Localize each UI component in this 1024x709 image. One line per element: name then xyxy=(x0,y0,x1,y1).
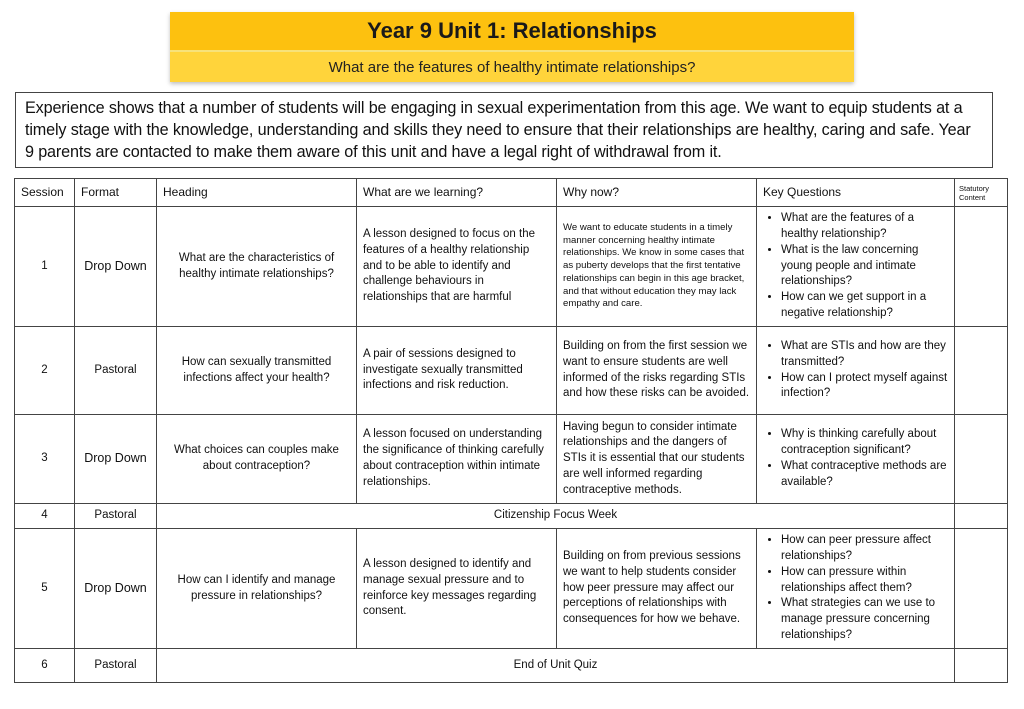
statutory-cell xyxy=(955,207,1008,327)
statutory-cell xyxy=(955,529,1008,649)
merged-cell: Citizenship Focus Week xyxy=(157,504,955,529)
session-number: 2 xyxy=(15,327,75,415)
learning-cell: A lesson designed to identify and manage sexual pressure and to reinforce key messages regarding consent. xyxy=(357,529,557,649)
session-number: 6 xyxy=(15,649,75,683)
format-cell: Drop Down xyxy=(75,529,157,649)
table-row xyxy=(15,504,1008,529)
format-cell: Pastoral xyxy=(75,649,157,683)
questions-cell xyxy=(757,327,955,415)
key-question: • How can peer pressure affect relationships? xyxy=(781,533,948,565)
header-format: Format xyxy=(75,179,157,207)
key-question: • What is the law concerning young people and intimate relationships? xyxy=(781,243,948,290)
key-question: • What are the features of a healthy relationship? xyxy=(781,211,948,243)
questions-cell xyxy=(757,207,955,327)
heading-cell: How can I identify and manage pressure in relationships? xyxy=(157,529,357,649)
key-question: • How can I protect myself against infection? xyxy=(781,371,948,403)
learning-cell: A lesson designed to focus on the features of a healthy relationship and to be able to identify and challenge behaviours in relationships that are harmful xyxy=(357,207,557,327)
header-questions: Key Questions xyxy=(757,179,955,207)
why-cell: Building on from previous sessions we want to help students consider how peer pressure may affect our perceptions of relationships with consequences for how we behave. xyxy=(557,529,757,649)
key-question: • What are STIs and how are they transmitted? xyxy=(781,339,948,371)
table-row xyxy=(15,415,1008,504)
table-row xyxy=(15,649,1008,683)
table-row xyxy=(15,327,1008,415)
key-question: • What strategies can we use to manage pressure concerning relationships? xyxy=(781,596,948,643)
why-cell: We want to educate students in a timely manner concerning healthy intimate relationships. We know in some cases that as puberty develops that the first tentative relationships can begin in this age bracket, and that without education they may lack empathy and care. xyxy=(557,207,757,327)
statutory-cell xyxy=(955,415,1008,504)
questions-cell xyxy=(757,415,955,504)
heading-cell: What choices can couples make about contraception? xyxy=(157,415,357,504)
key-question: • How can pressure within relationships affect them? xyxy=(781,565,948,597)
header-why: Why now? xyxy=(557,179,757,207)
table-header-row xyxy=(15,179,1008,207)
key-question: • Why is thinking carefully about contraception significant? xyxy=(781,427,948,459)
page-title: Year 9 Unit 1: Relationships xyxy=(170,12,854,52)
session-number: 4 xyxy=(15,504,75,529)
statutory-cell xyxy=(955,504,1008,529)
session-number: 5 xyxy=(15,529,75,649)
statutory-cell xyxy=(955,327,1008,415)
title-banner xyxy=(170,12,854,82)
unit-plan-table xyxy=(14,178,1008,683)
table-row xyxy=(15,529,1008,649)
key-question: • What contraceptive methods are available? xyxy=(781,459,948,491)
statutory-cell xyxy=(955,649,1008,683)
header-statutory: Statutory Content xyxy=(955,179,1008,207)
merged-cell: End of Unit Quiz xyxy=(157,649,955,683)
header-heading: Heading xyxy=(157,179,357,207)
header-session: Session xyxy=(15,179,75,207)
session-number: 3 xyxy=(15,415,75,504)
session-number: 1 xyxy=(15,207,75,327)
key-question: • How can we get support in a negative relationship? xyxy=(781,290,948,322)
why-cell: Building on from the first session we want to ensure students are well informed of the risks regarding STIs and how these risks can be avoided. xyxy=(557,327,757,415)
page-subtitle: What are the features of healthy intimate relationships? xyxy=(170,52,854,82)
heading-cell: How can sexually transmitted infections affect your health? xyxy=(157,327,357,415)
format-cell: Drop Down xyxy=(75,207,157,327)
learning-cell: A lesson focused on understanding the significance of thinking carefully about contraception within intimate relationships. xyxy=(357,415,557,504)
heading-cell: What are the characteristics of healthy intimate relationships? xyxy=(157,207,357,327)
learning-cell: A pair of sessions designed to investigate sexually transmitted infections and risk reduction. xyxy=(357,327,557,415)
why-cell: Having begun to consider intimate relationships and the dangers of STIs it is essential that our students are well informed regarding contraceptive methods. xyxy=(557,415,757,504)
format-cell: Pastoral xyxy=(75,327,157,415)
header-learning: What are we learning? xyxy=(357,179,557,207)
intro-paragraph: Experience shows that a number of students will be engaging in sexual experimentation from this age. We want to equip students at a timely stage with the knowledge, understanding and skills they need to ensure that their relationships are healthy, caring and safe. Year 9 parents are contacted to make them aware of this unit and have a legal right of withdrawal from it. xyxy=(15,92,993,168)
format-cell: Drop Down xyxy=(75,415,157,504)
questions-cell xyxy=(757,529,955,649)
table-row xyxy=(15,207,1008,327)
format-cell: Pastoral xyxy=(75,504,157,529)
